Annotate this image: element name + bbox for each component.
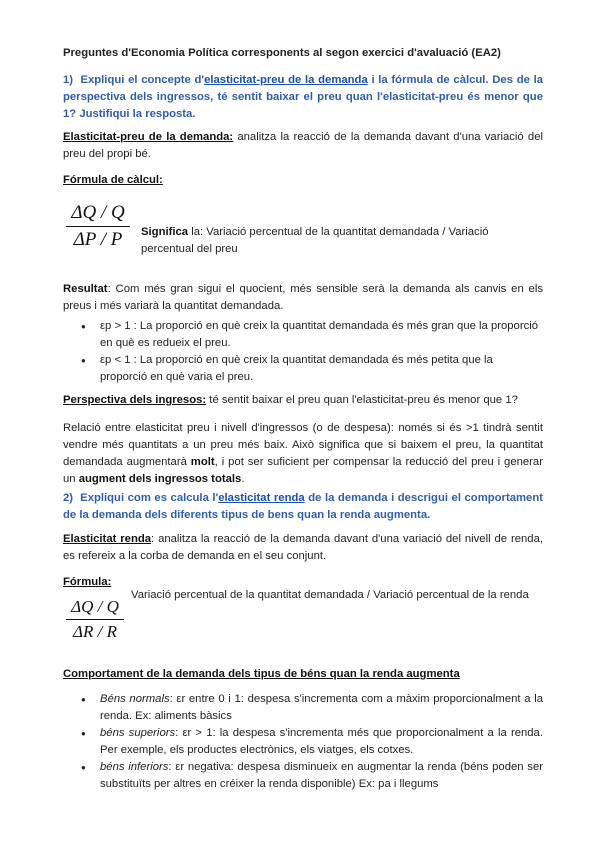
- formula-2-fraction-bar: [66, 619, 124, 620]
- result-label: Resultat: [63, 283, 108, 295]
- definition-price-elasticity-heading: Elasticitat-preu de la demanda:: [63, 131, 234, 143]
- result-text: : Com més gran sigui el quocient, més sensible serà la demanda als canvis en els preus i més variarà la quantitat demandada.: [63, 283, 543, 312]
- formula-1-fraction-bar: [66, 226, 130, 227]
- definition-income-elasticity-text: : analitza la reacció de la demanda davant d'una variació del nivell de renda, es refereix a la corba de demanda en el seu conjunt.: [63, 533, 543, 562]
- answer-text-2: , i pot ser suficient per compensar la reducció del preu i generar un: [63, 456, 543, 485]
- formula-2-denominator: ΔR / R: [73, 622, 117, 641]
- revenue-perspective-heading: Perspectiva dels ingresos:: [63, 394, 207, 406]
- list-item: ● εp > 1 : La proporció en què creix la quantitat demandada és més gran que la proporció en què es redueix el preu.: [79, 318, 543, 352]
- question-1-text-pre: Expliqui el concepte d': [80, 74, 205, 86]
- answer-text-3: .: [241, 473, 245, 485]
- document-title: Preguntes d'Economia Política corresponents al segon exercici d'avaluació (EA2): [63, 47, 501, 59]
- formula-1-meaning: [141, 224, 543, 258]
- revenue-perspective-text: té sentit baixar el preu quan l'elasticitat-preu és menor que 1?: [206, 394, 518, 406]
- result-paragraph: [63, 281, 543, 315]
- question-2: [63, 490, 543, 524]
- definition-price-elasticity: [63, 129, 543, 163]
- formula-2-description: Variació percentual de la quantitat demandada / Variació percentual de la renda: [131, 589, 529, 601]
- answer-bold-molt: molt: [190, 456, 215, 468]
- formula-1-meaning-bold: Significa: [141, 226, 189, 238]
- formula-1-heading-row: [63, 172, 543, 189]
- question-2-text-pre: Expliqui com es calcula l': [80, 492, 219, 504]
- elasticity-cases-list: [79, 318, 543, 386]
- goods-type-name: béns superiors: [100, 727, 176, 739]
- goods-type-text: : εr entre 0 i 1: despesa s'incrementa com a màxim proporcionalment a la renda. Ex: aliments bàsics: [100, 693, 543, 722]
- goods-type-text: : εr > 1: la despesa s'incrementa més que proporcionalment a la renda. Per exemple, els productes electrònics, els viatges, els cotxes.: [100, 727, 543, 756]
- list-item: ● εp < 1 : La proporció en què creix la quantitat demandada és més petita que la proporció en què varia el preu.: [79, 352, 543, 386]
- question-2-text-post: de la demanda i descrigui el comportament de la demanda dels diferents tipus de bens quan la renda augmenta.: [63, 492, 543, 521]
- income-elasticity-formula: [66, 597, 124, 642]
- question-1-text-post: i la fórmula de càlcul. Des de la perspectiva dels ingressos, té sentit baixar el preu quan l'elasticitat-preu és menor que 1? Justifiqui la resposta.: [63, 74, 543, 120]
- revenue-answer: [63, 420, 543, 488]
- price-elasticity-formula: [66, 202, 130, 251]
- definition-income-elasticity: [63, 531, 543, 565]
- behaviour-heading: Comportament de la demanda dels tipus de béns quan la renda augmenta: [63, 668, 460, 680]
- formula-1-denominator: ΔP / P: [73, 229, 123, 250]
- answer-bold-revenue: augment dels ingressos totals: [78, 473, 242, 485]
- answer-text-1: Relació entre elasticitat preu i nivell d'ingressos (o de despesa): només si és >1 tindrà sentit vendre més quantitats a un preu més baix. Això significa que si baixem el preu, la quantitat demandada augmentarà: [63, 422, 543, 468]
- formula-1-numerator: ΔQ / Q: [71, 202, 125, 223]
- question-1: [63, 72, 543, 123]
- list-item: [79, 725, 543, 759]
- goods-type-name: béns inferiors: [100, 761, 169, 773]
- goods-type-name: Béns normals: [100, 693, 170, 705]
- behaviour-heading-row: [63, 666, 543, 683]
- goods-types-list: [79, 691, 543, 793]
- list-item: [79, 759, 543, 793]
- goods-type-text: : εr negativa: despesa disminueix en augmentar la renda (béns poden ser substituïts per altres en créixer la renda disponible) Ex: pa i llegums: [100, 761, 543, 790]
- formula-2-numerator: ΔQ / Q: [71, 597, 119, 616]
- question-2-number: 2): [63, 492, 74, 504]
- formula-1-meaning-text: la: Variació percentual de la quantitat demandada / Variació percentual del preu: [141, 226, 489, 255]
- revenue-perspective: [63, 392, 543, 409]
- question-1-link[interactable]: elasticitat-preu de la demanda: [204, 74, 368, 86]
- definition-income-elasticity-heading: Elasticitat renda: [63, 533, 152, 545]
- formula-1-heading: Fórmula de càlcul:: [63, 174, 163, 186]
- list-item: [79, 691, 543, 725]
- question-1-number: 1): [63, 74, 74, 86]
- definition-price-elasticity-text: analitza la reacció de la demanda davant d'una variació del preu del propi bé.: [63, 131, 543, 160]
- formula-2-heading: Fórmula:: [63, 576, 112, 588]
- question-2-link[interactable]: elasticitat renda: [218, 492, 305, 504]
